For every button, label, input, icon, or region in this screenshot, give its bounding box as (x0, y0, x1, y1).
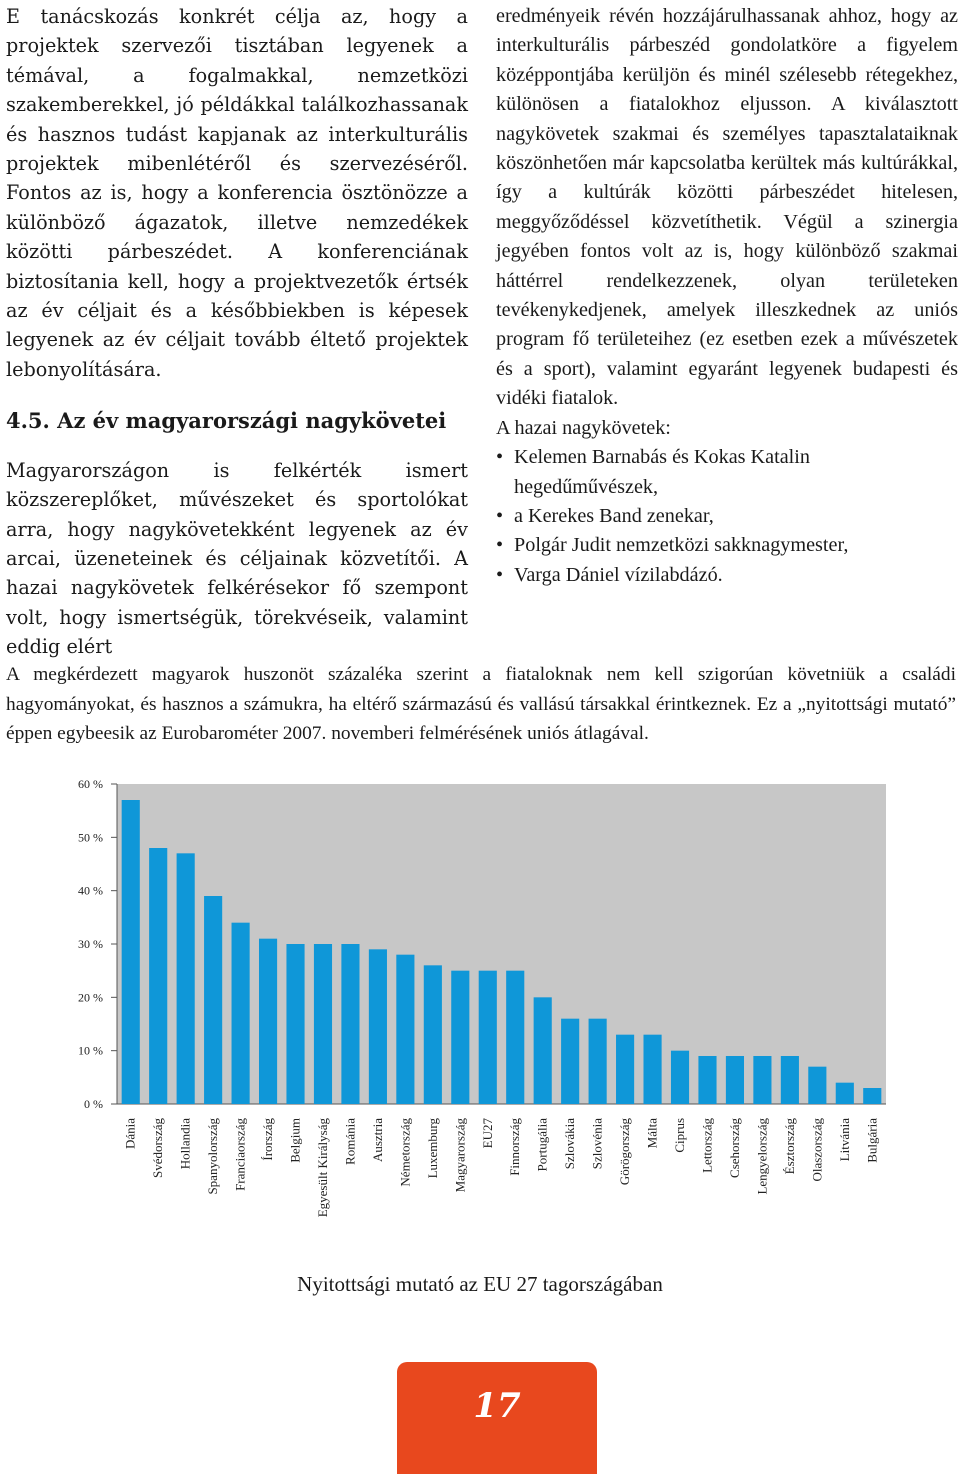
y-tick-label: 10 % (78, 1043, 103, 1058)
bar-görögország (616, 1035, 634, 1104)
bar-ausztria (369, 949, 387, 1104)
bar-szlovákia (561, 1019, 579, 1104)
bar-lettország (698, 1056, 716, 1104)
bar-észtország (781, 1056, 799, 1104)
ambassador-list-intro: A hazai nagykövetek: (496, 416, 671, 439)
bar-lengyelország (753, 1056, 771, 1104)
bar-luxemburg (424, 965, 442, 1104)
bar-szlovénia (589, 1019, 607, 1104)
list-item: • a Kerekes Band zenekar, (496, 502, 958, 531)
bar-portugália (534, 997, 552, 1104)
chart-title: Nyitottsági mutató az EU 27 tagországában (297, 1272, 663, 1296)
bar-románia (341, 944, 359, 1104)
page-number-badge (397, 1362, 597, 1474)
bar-egyesült-királyság (314, 944, 332, 1104)
bar-franciaország (232, 923, 250, 1104)
list-item: • Kelemen Barnabás és Kokas Katalin hegedűművészek, (496, 443, 958, 502)
x-tick-label: Olaszország (809, 1118, 825, 1182)
bar-málta (643, 1035, 661, 1104)
x-tick-label: Románia (342, 1118, 358, 1165)
section-heading: 4.5. Az év magyarországi nagykövetei (6, 408, 447, 434)
x-tick-label: Portugália (534, 1118, 550, 1172)
x-tick-label: EU27 (479, 1118, 495, 1149)
y-tick-label: 20 % (78, 990, 103, 1005)
x-tick-label: Málta (644, 1118, 660, 1149)
openness-bar-chart (0, 770, 960, 1250)
bar-svédország (149, 848, 167, 1104)
bar-németország (396, 955, 414, 1104)
x-tick-label: Szlovákia (562, 1118, 578, 1170)
x-tick-label: Szlovénia (589, 1118, 605, 1170)
x-tick-label: Csehország (726, 1118, 742, 1178)
right-column (496, 2, 958, 590)
x-tick-label: Finnország (507, 1118, 523, 1176)
bar-litvánia (836, 1083, 854, 1104)
x-tick-label: Lengyelország (754, 1118, 770, 1195)
bar-finnország (506, 971, 524, 1104)
page-number: 17 (473, 1386, 521, 1426)
body-paragraph: Magyarországon is felkérték ismert közszereplőket, művészeket és sportolókat arra, hogy nagykövetekként legyenek az év arcai, üzeneteinek és céljainak közvetítői. A hazai nagykövetek felkérésekor fő szempont volt, hogy ismertségük, törekvéseik, valamint eddig elért (6, 458, 468, 659)
y-tick-label: 60 % (78, 777, 103, 791)
list-item: • Polgár Judit nemzetközi sakknagymester, (496, 531, 958, 560)
x-tick-label: Németország (397, 1118, 413, 1187)
x-tick-label: Ausztria (369, 1118, 385, 1163)
x-tick-label: Hollandia (177, 1118, 193, 1170)
bar-ciprus (671, 1051, 689, 1104)
ambassador-list (496, 443, 958, 590)
x-tick-label: Magyarország (452, 1118, 468, 1193)
y-tick-label: 40 % (78, 883, 103, 898)
x-tick-label: Írország (260, 1118, 276, 1161)
bar-olaszország (808, 1067, 826, 1104)
x-tick-label: Belgium (287, 1118, 303, 1163)
y-tick-label: 30 % (78, 937, 103, 951)
x-tick-label: Lettország (699, 1118, 715, 1173)
list-item: • Varga Dániel vízilabdázó. (496, 561, 958, 590)
y-tick-label: 50 % (78, 830, 103, 845)
x-tick-label: Luxemburg (424, 1118, 440, 1179)
x-tick-label: Franciaország (232, 1118, 248, 1191)
x-tick-label: Bulgária (864, 1118, 880, 1163)
bar-csehország (726, 1056, 744, 1104)
x-tick-label: Dánia (122, 1118, 138, 1150)
bar-hollandia (177, 853, 195, 1104)
bar-eu27 (479, 971, 497, 1104)
body-paragraph: eredményeik révén hozzájárulhassanak ahhoz, hogy az interkulturális párbeszéd gondolatköre a figyelem középpontjába kerüljön és minél szélesebb rétegekhez, különösen a fiatalokhoz eljusson. A kiválasztott nagykövetek szakmai és személyes tapasztalataiknak köszönhetően már kapcsolatba kerültek más kultúrákkal, így a kultúrák közötti párbeszédet hitelesen, meggyőződéssel közvetíthetik. Végül a szinergia jegyében fontos volt az is, hogy különböző szakmai háttérrel rendelkezzenek, olyan területeken tevékenykedjenek, amelyek illeszkednek az uniós program fő területeihez (ez esetben ezek a művészetek és a sport), valamint egyaránt legyenek budapesti és vidéki fiatalok. (496, 5, 958, 410)
x-tick-label: Spanyolország (205, 1118, 221, 1195)
x-tick-label: Svédország (150, 1118, 166, 1178)
y-tick-label: 0 % (84, 1097, 103, 1111)
x-tick-label: Ciprus (672, 1118, 688, 1153)
bar-dánia (122, 800, 140, 1104)
bar-írország (259, 939, 277, 1104)
bar-belgium (286, 944, 304, 1104)
x-tick-label: Észtország (781, 1118, 797, 1175)
x-tick-label: Egyesült Királyság (314, 1118, 330, 1218)
left-column (6, 2, 468, 662)
x-tick-label: Görögország (617, 1118, 633, 1186)
bar-spanyolország (204, 896, 222, 1104)
body-paragraph: E tanácskozás konkrét célja az, hogy a projektek szervezői tisztában legyenek a témával, a fogalmakkal, nemzetközi szakemberekkel, jó példákkal találkozhassanak és hasznos tudást kapjanak az interkulturális projektek mibenlétéről és szervezéséről. Fontos az is, hogy a konferencia ösztönözze a különböző ágazatok, illetve nemzedékek közötti párbeszédet. A konferenciának biztosítania kell, hogy a projektvezetők értsék az év céljait és a későbbiekben is képesek legyenek az év céljait tovább éltető projektek lebonyolítására. (6, 5, 468, 381)
bar-bulgária (863, 1088, 881, 1104)
summary-paragraph: A megkérdezett magyarok huszonöt százaléka szerint a fiataloknak nem kell szigorúan követniük a családi hagyományokat, és hasznos a számukra, ha eltérő származású és vallású társakkal érintkeznek. Ez a „nyitottsági mutató” éppen egybeesik az Eurobarométer 2007. novemberi felmérésének uniós átlagával. (6, 664, 956, 744)
bar-magyarország (451, 971, 469, 1104)
x-tick-label: Litvánia (836, 1118, 852, 1162)
